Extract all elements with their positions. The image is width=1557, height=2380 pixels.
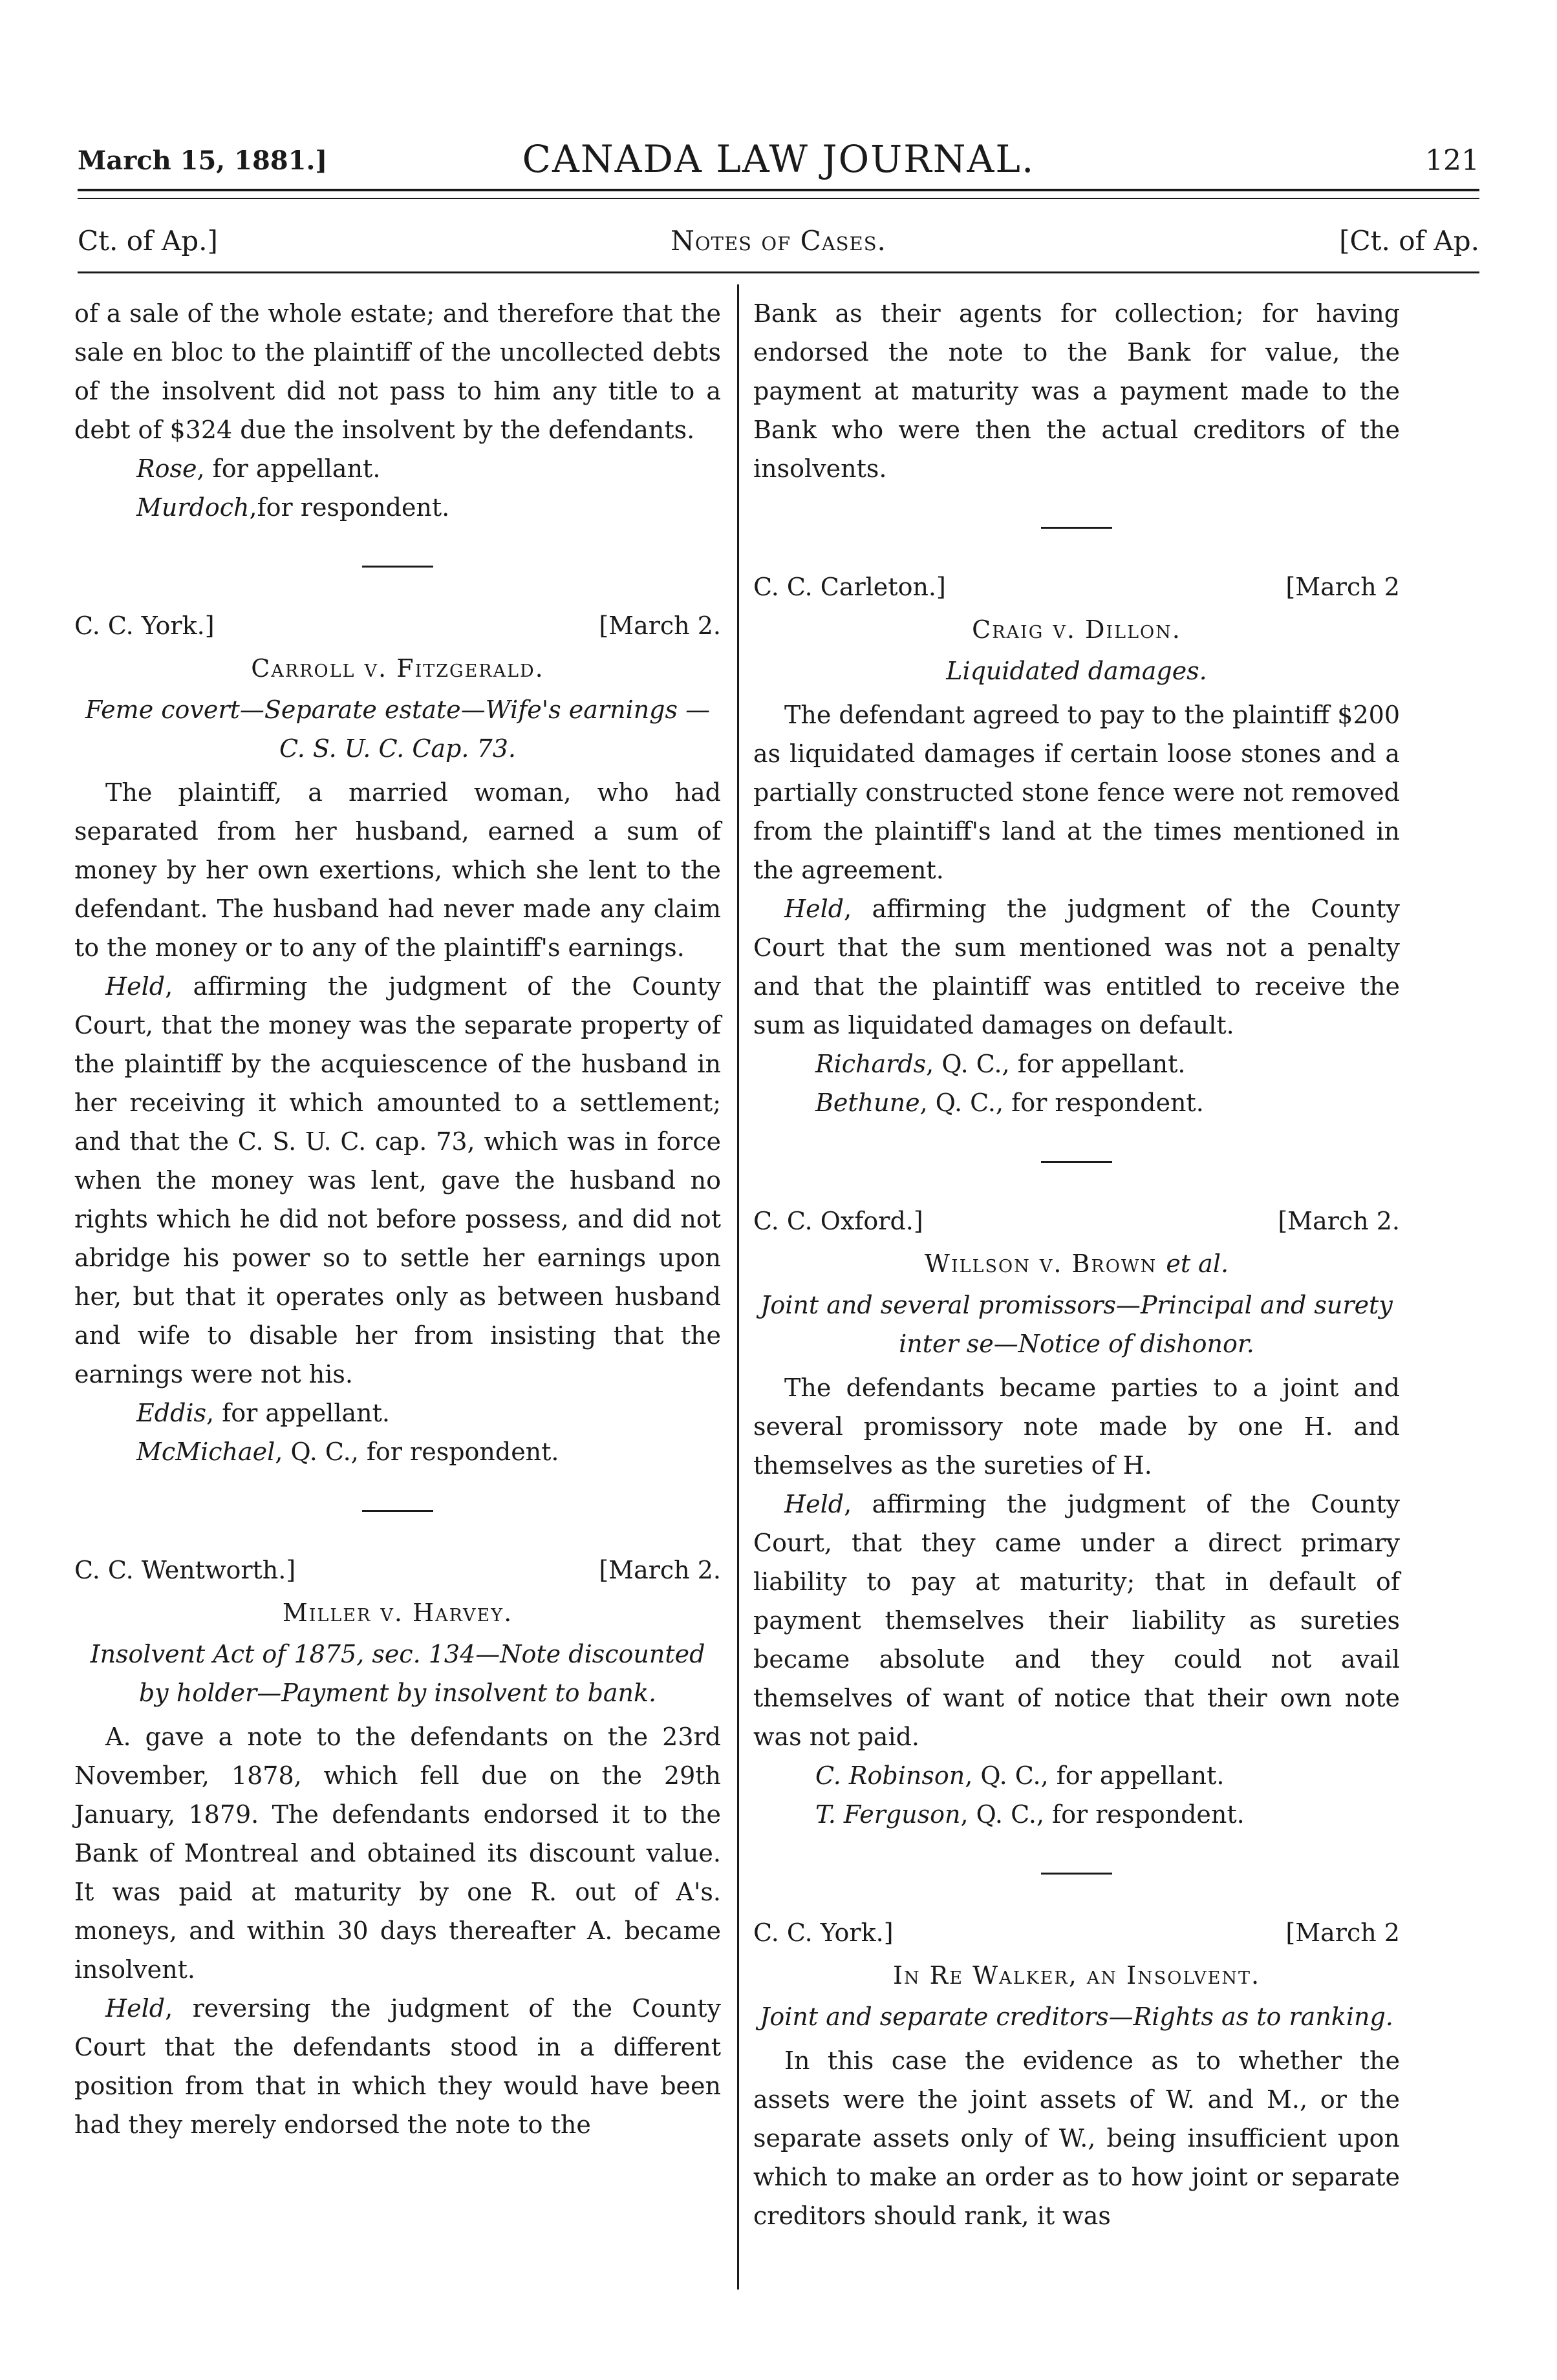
counsel-role: , Q. C., for appellant. — [965, 1761, 1225, 1790]
decision-date: [March 2. — [599, 611, 721, 640]
held-label: Held — [784, 1490, 844, 1518]
counsel-name: Eddis — [136, 1399, 207, 1427]
running-head — [78, 129, 1479, 181]
counsel-name: Murdoch — [136, 493, 250, 522]
counsel-respondent — [74, 1432, 721, 1471]
section-head — [78, 220, 1479, 265]
decision-date: [March 2 — [1285, 1918, 1400, 1947]
counsel-role: , Q. C., for respondent. — [919, 1089, 1204, 1117]
held-text: , reversing the judgment of the County Court that the defendants stood in a different position from that in which they would have been had they merely endorsed the note to the — [74, 1994, 721, 2139]
decision-date: [March 2 — [1285, 573, 1400, 601]
case-holding — [753, 889, 1400, 1045]
counsel-respondent — [753, 1083, 1400, 1122]
case-title — [753, 1244, 1400, 1283]
case-title: Craig v. Dillon. — [972, 615, 1181, 644]
section-rule — [78, 271, 1479, 273]
case-separator — [362, 566, 433, 568]
case-separator — [362, 1510, 433, 1512]
case-holding — [74, 967, 721, 1394]
court-name: C. C. York.] — [753, 1918, 894, 1947]
counsel-appellant — [753, 1045, 1400, 1083]
right-column — [753, 294, 1400, 2235]
counsel-name: McMichael — [136, 1438, 275, 1466]
counsel-appellant — [74, 449, 721, 488]
case-title: In Re Walker, an Insolvent. — [892, 1961, 1261, 1990]
journal-title: CANADA LAW JOURNAL. — [522, 137, 1035, 181]
column-divider — [737, 284, 739, 2290]
counsel-role: ,for respondent. — [249, 493, 450, 522]
case-holding — [74, 1989, 721, 2144]
counsel-name: Bethune — [815, 1089, 920, 1117]
case-separator — [1041, 1161, 1112, 1163]
counsel-role: , Q. C., for respondent. — [960, 1800, 1245, 1829]
section-title: Notes of Cases. — [671, 225, 886, 257]
held-label: Held — [784, 895, 844, 923]
case-facts: In this case the evidence as to whether the assets were the joint assets of W. and M., or the separate assets only of W., being insufficient upon which to make an order as to how joint or separate creditors should rank, it was — [753, 2046, 1400, 2230]
case-facts: The plaintiff, a married woman, who had separated from her husband, earned a sum of money by her own exertions, which she lent to the defendant. The husband had never made any claim to the money or to any of the plaintiff's earnings. — [74, 778, 721, 962]
counsel-role: , Q. C., for appellant. — [926, 1050, 1186, 1078]
case-holding — [753, 1485, 1400, 1756]
header-rule-thin — [78, 198, 1479, 199]
counsel-appellant — [74, 1394, 721, 1432]
case-catchwords: Joint and separate creditors—Rights as to ranking. — [760, 2003, 1393, 2031]
counsel-appellant — [753, 1756, 1400, 1795]
case-separator — [1041, 1873, 1112, 1875]
counsel-role: , Q. C., for respondent. — [275, 1438, 559, 1466]
decision-date: [March 2. — [1278, 1207, 1400, 1235]
header-rule-thick — [78, 189, 1479, 191]
court-name: C. C. Oxford.] — [753, 1207, 923, 1235]
case-catchwords: Liquidated damages. — [946, 657, 1207, 685]
case-header — [74, 1551, 721, 1589]
left-column — [74, 294, 721, 2144]
case-facts: The defendant agreed to pay to the plaintiff $200 as liquidated damages if certain loose stones and a partially constructed stone fence were not removed from the plaintiff's land at the times mentioned in the agreement. — [753, 701, 1400, 884]
counsel-name: T. Ferguson — [815, 1800, 961, 1829]
case-separator — [1041, 527, 1112, 529]
case-facts: A. gave a note to the defendants on the 23rd November, 1878, which fell due on the 29th January, 1879. The defendants endorsed it to the Bank of Montreal and obtained its discount value. It was paid at maturity by one R. out of A's. moneys, and within 30 days thereafter A. became insolvent. — [74, 1723, 721, 1984]
case-catchwords: Feme covert—Separate estate—Wife's earnings —C. S. U. C. Cap. 73. — [85, 696, 711, 763]
case-catchwords: Insolvent Act of 1875, sec. 134—Note discounted by holder—Payment by insolvent to bank. — [90, 1640, 705, 1707]
case-header — [753, 568, 1400, 606]
held-label: Held — [105, 1994, 166, 2023]
case-title-suffix: et al. — [1166, 1249, 1229, 1278]
held-label: Held — [105, 972, 166, 1001]
counsel-name: Richards — [815, 1050, 927, 1078]
court-name: C. C. Carleton.] — [753, 573, 946, 601]
continued-paragraph: of a sale of the whole estate; and therefore that the sale en bloc to the plaintiff of the uncollected debts of the insolvent did not pass to him any title to a debt of $324 due the insolvent by the defendants. — [74, 299, 721, 444]
held-text: , affirming the judgment of the County Court, that they came under a direct primary liability to pay at maturity; that in default of payment themselves their liability as sureties became absolute and they could not avail themselves of want of notice that their own note was not paid. — [753, 1490, 1400, 1751]
counsel-respondent — [753, 1795, 1400, 1834]
counsel-role: , for appellant. — [206, 1399, 390, 1427]
court-name: C. C. York.] — [74, 611, 215, 640]
continued-paragraph: Bank as their agents for collection; for having endorsed the note to the Bank for value, the payment at maturity was a payment made to the Bank who were then the actual creditors of the insolvents. — [753, 299, 1400, 483]
counsel-role: , for appellant. — [197, 454, 381, 483]
held-text: , affirming the judgment of the County Court, that the money was the separate property of the plaintiff by the acquiescence of the husband in her receiving it which amounted to a settlement; and that the C. S. U. C. cap. 73, which was in force when the money was lent, gave the husband no rights which he did not before possess, and did not abridge his power so to settle her earnings upon her, but that it operates only as between husband and wife to disable her from insisting that the earnings were not his. — [74, 972, 721, 1388]
case-header — [753, 1202, 1400, 1240]
case-title: Miller v. Harvey. — [282, 1599, 513, 1627]
court-name: C. C. Wentworth.] — [74, 1556, 296, 1584]
case-facts: The defendants became parties to a joint and several promissory note made by one H. and themselves as the sureties of H. — [753, 1374, 1400, 1480]
counsel-name: Rose — [136, 454, 197, 483]
court-abbrev-right: [Ct. of Ap. — [1339, 225, 1479, 257]
case-title-text: Willson v. Brown — [924, 1249, 1157, 1278]
case-header — [74, 606, 721, 645]
case-header — [753, 1913, 1400, 1952]
issue-date: March 15, 1881.] — [78, 145, 328, 176]
counsel-respondent — [74, 488, 721, 527]
counsel-name: C. Robinson — [815, 1761, 965, 1790]
page-number: 121 — [1425, 144, 1479, 177]
decision-date: [March 2. — [599, 1556, 721, 1584]
court-abbrev-left: Ct. of Ap.] — [78, 225, 218, 257]
case-title: Carroll v. Fitzgerald. — [251, 654, 544, 683]
held-text: , affirming the judgment of the County Court that the sum mentioned was not a penalty and that the plaintiff was entitled to receive the sum as liquidated damages on default. — [753, 895, 1400, 1039]
case-catchwords: Joint and several promissors—Principal and surety inter se—Notice of dishonor. — [760, 1291, 1393, 1358]
